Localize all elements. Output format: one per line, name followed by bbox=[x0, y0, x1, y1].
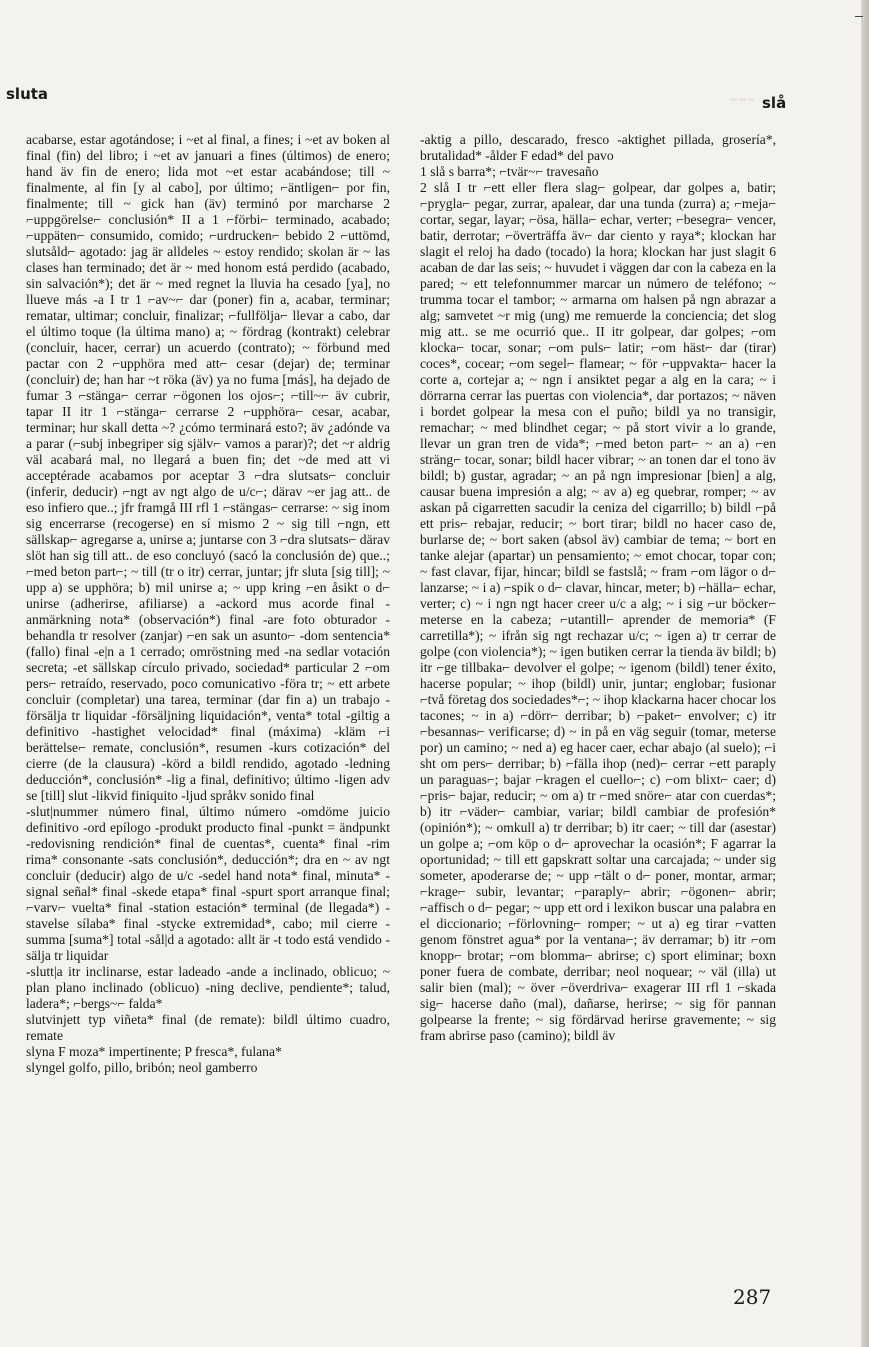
dictionary-entry: acabarse, estar agotándose; i ~et al final, a fines; i ~et av boken al final (fin) del libro; i ~et av januari a fines (últimos) de enero; hand äv fin de enero; lida mot ~et estar acabándose; till ~ finalmente, al fin [y al cabo], por último; ⌐äntligen⌐ por fin, finalmente; till ~ gick han (äv) terminó por marcharse 2 ⌐uppgörelse⌐ conclusión* II a 1 ⌐förbi⌐ terminado, acabado; ⌐uppäten⌐ consumido, comido; ⌐urdrucken⌐ bebido 2 ⌐uttömd, slutsåld⌐ agotado: jag är alldeles ~ estoy rendido; skolan är ~ las clases han terminado; det är ~ med honom está perdido (acabado, sin salvación*); det är ~ med regnet la lluvia ha cesado [ya], no llueve más -a I tr 1 ⌐av~⌐ dar (poner) fin a, acabar, terminar; rematar, ultimar; concluir, finalizar; ⌐fullfölja⌐ llevar a cabo, dar el último toque (la última mano) a; ~ fördrag (kontrakt) celebrar (concluir, hacer, cerrar) un acuerdo (contrato); ~ förbund med pactar con 2 ⌐upphöra med att⌐ cesar (dejar) de; terminar (concluir) de; han har ~t röka (äv) ya no fuma [más], ha dejado de fumar 3 ⌐stänga⌐ cerrar ⌐ögonen los ojos⌐; ⌐till~⌐ äv cubrir, tapar II itr 1 ⌐stänga⌐ cerrarse 2 ⌐upphöra⌐ cesar, acabar, terminar; hur skall detta ~? ¿cómo terminará esto?; äv ¿adónde va a parar (⌐subj inbegriper sig själv⌐ vamos a parar)?; det ~r aldrig väl acabará mal, no llegará a buen fin; det ~de med att vi acceptérade acabamos por aceptar 3 ⌐dra slutsats⌐ concluir (inferir, deducir) ⌐ngt av ngt algo de u/c⌐; därav ~er jag att.. de eso infiero que..; jfr framgå III rfl 1 ⌐stängas⌐ cerrarse: ~ sig inom sig encerrarse (recogerse) en sí mismo 2 ~ sig till ⌐ngn, ett sällskap⌐ agregarse a, unirse a; juntarse con 3 ⌐dra slutsats⌐ därav slöt han sig till att.. de eso concluyó (sacó la conclusión de) que..; ⌐med beton part⌐; ~ till (tr o itr) cerrar, juntar; jfr sluta [sig till]; ~ upp a) se upphöra; b) mil unirse a; ~ upp kring ⌐en åsikt o d⌐ unirse (adherirse, afiliarse) a -ackord mus acorde final -anmärkning nota* (observación*) final -are foto obturador -behandla tr resolver (zanjar) ⌐en sak un asunto⌐ -dom sentencia* (fallo) final -e|n a 1 cerrado; omröstning med -na sedlar votación secreta; -et sällskap círculo privado, sociedad* particular 2 ⌐om pers⌐ retraído, reservado, poco comunicativo -föra tr; ~ ett arbete concluir (completar) una tarea, terminar (dar fin a) un trabajo -försälja tr liquidar -försäljning liquidación*, venta* total -giltig a definitivo -hastighet velocidad* final (máxima) -kläm ⌐i berättelse⌐ remate, conclusión*, resumen -kurs cotización* del cierre (de la clausura) -körd a bildl rendido, agotado -ledning deducción*, conclusión* -lig a final, definitivo; último -ligen adv se [till] slut -likvid finiquito -ljud språkv sonido final bbox=[26, 132, 390, 803]
left-column bbox=[26, 132, 390, 1076]
show-through-text: ~ ~ ~ bbox=[731, 94, 755, 106]
dictionary-entry: slutvinjett typ viñeta* final (de remate): bildl último cuadro, remate bbox=[26, 1012, 390, 1043]
dictionary-entry: -aktig a pillo, descarado, fresco -aktighet pillada, grosería*, brutalidad* -ålder F edad* del pavo bbox=[420, 132, 776, 163]
page-number: 287 bbox=[733, 1285, 772, 1309]
dictionary-entry: slyna F moza* impertinente; P fresca*, fulana* bbox=[26, 1044, 282, 1059]
margin-tick bbox=[855, 16, 863, 17]
right-column bbox=[420, 132, 776, 1044]
running-head-right: slå bbox=[762, 94, 787, 112]
running-head-left: sluta bbox=[6, 85, 49, 103]
dictionary-entry: 2 slå I tr ⌐ett eller flera slag⌐ golpear, dar golpes a, batir; ⌐prygla⌐ pegar, zurrar, apalear, dar una tunda (zurra) a; ⌐meja⌐ cortar, segar, layar; ⌐ösa, hälla⌐ echar, verter; ⌐besegra⌐ vencer, batir, derrotar; ⌐överträffa äv⌐ dar ciento y raya*; klockan har slagit el reloj ha dado (tocado) la hora; klockan har just slagit 6 acaban de dar las seis; ~ huvudet i väggen dar con la cabeza en la pared; ~ ett telefonnummer marcar un número de teléfono; ~ trumma tocar el tambor; ~ armarna om halsen på ngn abrazar a alg; samvetet ~r mig (ung) me remuerde la conciencia; det slog mig att.. se me ocurrió que.. II itr golpear, dar golpes; ⌐om klocka⌐ tocar, sonar; ⌐om puls⌐ latir; ⌐om häst⌐ dar (tirar) coces*, cocear; ⌐om segel⌐ flamear; ~ för ⌐uppvakta⌐ hacer la corte a, cortejar a; ~ ngn i ansiktet pegar a alg en la cara; ~ i dörrarna cerrar las puertas con violencia*, dar portazos; ~ näven i bordet golpear la mesa con el puño; bildl ya no transigir, remachar; ~ med blindhet cegar; ~ på stort vivir a lo grande, llevar un gran tren de vida*; ⌐med beton part⌐ ~ an a) ⌐en sträng⌐ tocar, sonar; bildl hacer vibrar; ~ an tonen dar el tono äv bildl; b) gustar, agradar; ~ an på ngn impresionar [bien] a alg, causar buena impresión a alg; ~ av a) eg quebrar, romper; ~ av askan på cigarretten sacudir la ceniza del cigarrillo; b) bildl ⌐på ett pris⌐ rebajar, reducir; ~ bort tirar; bildl no hacer caso de, burlarse de; ~ bort saken (absol äv) cambiar de tema; ~ bort en tanke alejar (apartar) un pensamiento; ~ emot chocar, topar con; ~ fast clavar, fijar, hincar; bildl se fastslå; ~ fram ⌐om lägor o d⌐ lanzarse; ~ i a) ⌐spik o d⌐ clavar, hincar, meter; b) ⌐hälla⌐ echar, verter; c) ~ i ngn ngt hacer creer u/c a alg; ~ i sig ⌐ur böcker⌐ meterse en la cabeza; ⌐utantill⌐ aprender de memoria* (F carretilla*); ~ ifrån sig ngt rechazar u/c; ~ igen a) tr cerrar de golpe (con violencia*); ~ igen butiken cerrar la tienda äv bildl; b) itr ⌐ge tillbaka⌐ devolver el golpe; ~ igenom (bildl) tener éxito, hacerse popular; ~ ihop (bildl) unir, juntar; englobar; fusionar ⌐två företag dos sociedades*⌐; ~ ihop klackarna hacer chocar los tacones; ~ in a) ⌐dörr⌐ derribar; b) ⌐paket⌐ envolver; c) itr ⌐besannas⌐ verificarse; d) ~ in på en väg seguir (tomar, meterse por) un camino; ~ ned a) eg hacer caer, echar abajo (al suelo); ⌐i sht om pers⌐ derribar; b) ⌐fälla ihop (ned)⌐ cerrar ⌐ett paraply un paraguas⌐; bajar ⌐kragen el cuello⌐; c) ⌐om blixt⌐ caer; d) ⌐pris⌐ bajar, reducir; ~ om a) tr ⌐med snöre⌐ atar con cuerdas*; b) itr ⌐väder⌐ cambiar, variar; bildl cambiar de profesión* (opinión*); ~ omkull a) tr derribar; b) itr caer; ~ till dar (asestar) un golpe a; ⌐om köp o d⌐ aprovechar la ocasión*; F agarrar la oportunidad; ~ till ett gapskratt soltar una carcajada; ~ under sig someter, apoderarse de; ~ upp ⌐tält o d⌐ poner, montar, armar; ⌐krage⌐ subir, levantar; ⌐paraply⌐ abrir; ⌐ögonen⌐ abrir; ⌐affisch o d⌐ pegar; ~ upp ett ord i lexikon buscar una palabra en el diccionario; ⌐förlovning⌐ romper; ~ ut a) eg tirar ⌐vatten genom fönstret agua* por la ventana⌐; äv derramar; b) itr ⌐om knopp⌐ brotar; ⌐om blomma⌐ abrirse; c) sport eliminar; boxn poner fuera de combate, derribar; neol noquear; ~ väl (illa) ut salir bien (mal); ~ över ⌐överdriva⌐ exagerar III rfl 1 ⌐skada sig⌐ hacerse daño (mal), dañarse, herirse; ~ sig för pannan golpearse la frente; ~ sig fördärvad herirse gravemente; ~ sig fram abrirse paso (camino); bildl äv bbox=[420, 180, 776, 1043]
dictionary-entry: slyngel golfo, pillo, bribón; neol gamberro bbox=[26, 1060, 258, 1075]
dictionary-entry: 1 slå s barra*; ⌐tvär~⌐ travesaño bbox=[420, 164, 599, 179]
dictionary-entry: -slutt|a itr inclinarse, estar ladeado -ande a inclinado, oblicuo; ~ plan plano inclinado (oblicuo) -ning declive, pendiente*; talud, ladera*; ⌐bergs~⌐ falda* bbox=[26, 964, 390, 1011]
page-edge bbox=[861, 0, 869, 1347]
dictionary-entry: -slut|nummer número final, último número -omdöme juicio definitivo -ord epílogo -produkt producto final -punkt = ändpunkt -redovisning rendición* final de cuentas*, cuenta* final -rim rima* consonante -sats conclusión*, deducción*; dra en ~ av ngt concluir (deducir) algo de u/c -sedel hand nota* final, minuta* -signal señal* final -skede etapa* final -spurt sport arranque final; ⌐varv⌐ vuelta* final -station estación* terminal (de llegada*) -stavelse sílaba* final -stycke extremidad*, cabo; mil cierre -summa [suma*] total -sål|d a agotado: allt är -t todo está vendido -sälja tr liquidar bbox=[26, 804, 390, 963]
